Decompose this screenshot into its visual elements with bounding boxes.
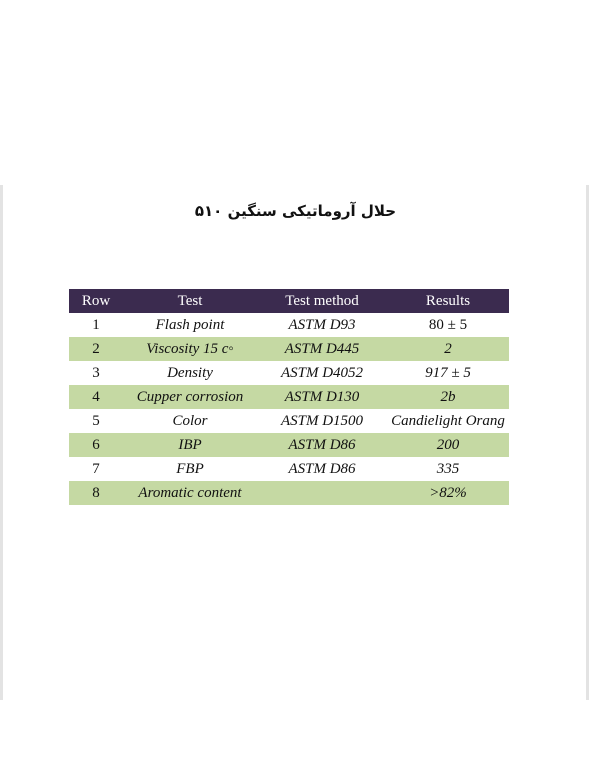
table-row <box>69 409 509 433</box>
page-edge-right <box>586 185 589 700</box>
cell-method: ASTM D86 <box>288 460 356 477</box>
cell-test: Density <box>167 364 213 381</box>
cell-method <box>257 481 387 505</box>
header-results: Results <box>387 289 509 313</box>
specification-table <box>69 289 509 505</box>
cell-test: Viscosity 15 c◦ <box>123 337 257 361</box>
table-row <box>69 433 509 457</box>
cell-method: ASTM D130 <box>257 385 387 409</box>
cell-result: Candielight Orang <box>391 412 505 429</box>
cell-method: ASTM D93 <box>288 316 356 333</box>
cell-row: 3 <box>92 364 100 381</box>
cell-row: 4 <box>69 385 123 409</box>
cell-method: ASTM D445 <box>257 337 387 361</box>
cell-test: IBP <box>123 433 257 457</box>
cell-method: ASTM D4052 <box>280 364 364 381</box>
cell-test: FBP <box>176 460 204 477</box>
document-title: حلال آروماتیکی سنگین ۵۱۰ <box>194 202 397 220</box>
table-row <box>69 313 509 337</box>
table-header-row <box>69 289 509 313</box>
cell-result: 80 ± 5 <box>428 316 468 333</box>
cell-test: Flash point <box>155 316 225 333</box>
table-row <box>69 481 509 505</box>
table-row <box>69 337 509 361</box>
cell-row: 7 <box>92 460 100 477</box>
cell-result: >82% <box>387 481 509 505</box>
cell-row: 8 <box>69 481 123 505</box>
table-row <box>69 457 509 481</box>
cell-test: Color <box>172 412 208 429</box>
cell-row: 2 <box>69 337 123 361</box>
cell-result: 917 ± 5 <box>425 364 471 381</box>
table-row <box>69 385 509 409</box>
cell-method: ASTM D1500 <box>280 412 364 429</box>
cell-row: 6 <box>69 433 123 457</box>
cell-result: 2 <box>387 337 509 361</box>
header-test-method: Test method <box>257 289 387 313</box>
cell-result: 200 <box>387 433 509 457</box>
cell-result: 2b <box>387 385 509 409</box>
header-row: Row <box>69 289 123 313</box>
cell-test: Aromatic content <box>123 481 257 505</box>
cell-row: 5 <box>92 412 100 429</box>
cell-method: ASTM D86 <box>257 433 387 457</box>
cell-test: Cupper corrosion <box>123 385 257 409</box>
header-test: Test <box>123 289 257 313</box>
cell-row: 1 <box>92 316 100 333</box>
table-row <box>69 361 509 385</box>
cell-result: 335 <box>436 460 460 477</box>
page-edge-left <box>0 185 3 700</box>
